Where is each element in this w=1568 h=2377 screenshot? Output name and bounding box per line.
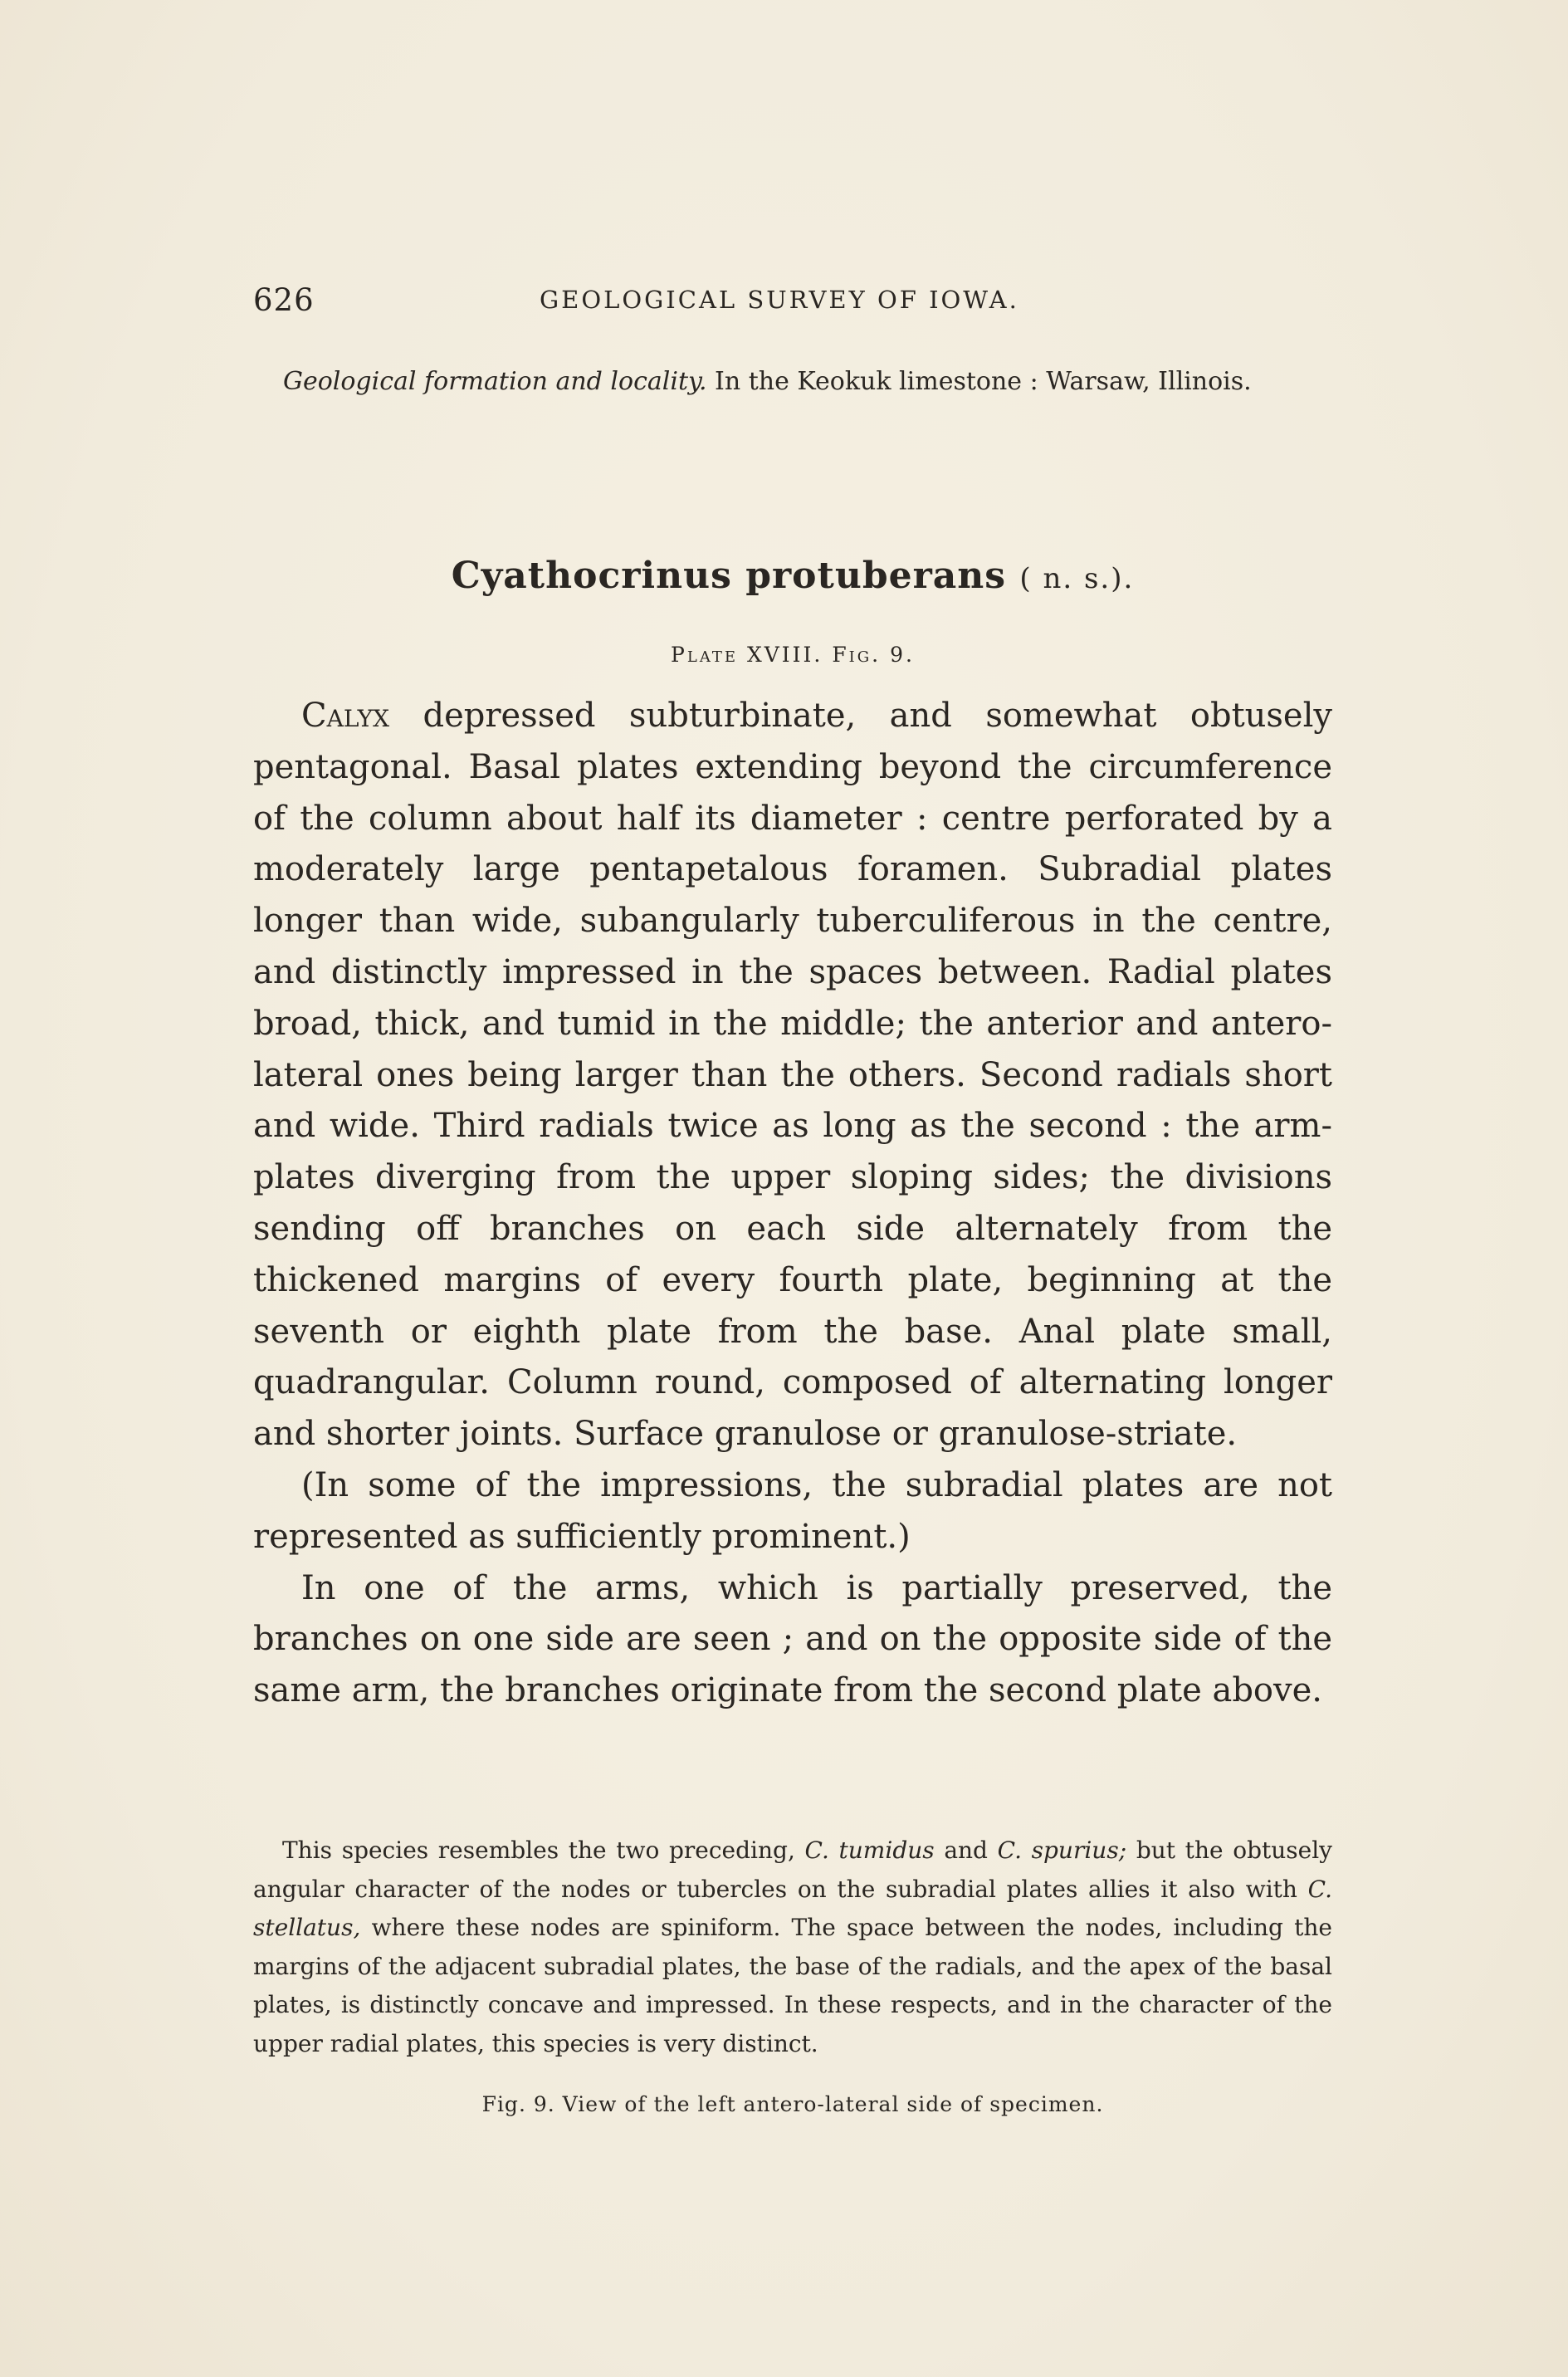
species-ref: C. tumidus <box>804 1837 935 1864</box>
fig-value: 9. <box>890 643 915 667</box>
page-header <box>253 282 1332 324</box>
page-number: 626 <box>253 282 315 318</box>
comparison-note <box>253 1832 1332 2063</box>
species-ref: C. spurius; <box>997 1837 1127 1864</box>
figure-caption: Fig. 9. View of the left antero-lateral side of specimen. <box>481 2092 1104 2116</box>
description-paragraph: In one of the arms, which is partially preserved, the branches on one side are seen ; and on the opposite side of the same arm, the branches originate from the second plate above. <box>253 1568 1332 1710</box>
species-designation: ( n. s.). <box>1019 562 1135 595</box>
formation-text: In the Keokuk limestone : Warsaw, Illinois. <box>715 367 1252 396</box>
formation-locality <box>253 359 1332 405</box>
species-title <box>253 555 1332 597</box>
lead-word: Calyx <box>301 697 390 735</box>
running-head: GEOLOGICAL SURVEY OF IOWA. <box>540 286 1019 314</box>
fig-label: Fig. <box>832 643 882 667</box>
note-text: where these nodes are spiniform. The space between the nodes, including the margins of the adjacent subradial plates, the base of the radials, and the apex of the basal plates, is distinctly concave and impressed. In these respects, and in the character of the upper radial plates, this species is very distinct. <box>253 1914 1332 2057</box>
plate-label: Plate <box>671 643 738 667</box>
formation-label: Geological formation and locality. <box>283 367 707 396</box>
note-paragraph <box>253 1832 1332 2063</box>
paragraph-text: depressed subturbinate, and somewhat obtusely pentagonal. Basal plates extending beyond the circumference of the column about half its diameter : centre perforated by a moderately large pentapetalous foramen. Subradial plates longer than wide, subangularly tuberculiferous in the centre, and distinctly impressed in the spaces between. Radial plates broad, thick, and tumid in the middle; the anterior and antero-lateral ones being larger than the others. Second radials short and wide. Third radials twice as long as the second : the arm-plates diverging from the upper sloping sides; the divisions sending off branches on each side alternately from the thickened margins of every fourth plate, beginning at the seventh or eighth plate from the base. Anal plate small, quadrangular. Column round, composed of alternating longer and shorter joints. Surface granulose or granulose-striate. <box>253 697 1332 1454</box>
species-name: Cyathocrinus protuberans <box>451 555 1007 597</box>
note-text: and <box>944 1837 988 1864</box>
note-text: but the obtusely angular character of the nodes or tubercles on the subradial plates allies it also with <box>253 1837 1332 1903</box>
plate-reference <box>253 643 1332 667</box>
description-body <box>253 691 1332 1717</box>
plate-value: XVIII. <box>746 643 823 667</box>
note-text: This species resembles the two preceding, <box>282 1837 795 1864</box>
description-paragraph: (In some of the impressions, the subradial plates are not represented as sufficiently prominent.) <box>253 1465 1332 1556</box>
description-paragraph <box>253 691 1332 1460</box>
species-ref: C. stellatus, <box>253 1875 1332 1941</box>
